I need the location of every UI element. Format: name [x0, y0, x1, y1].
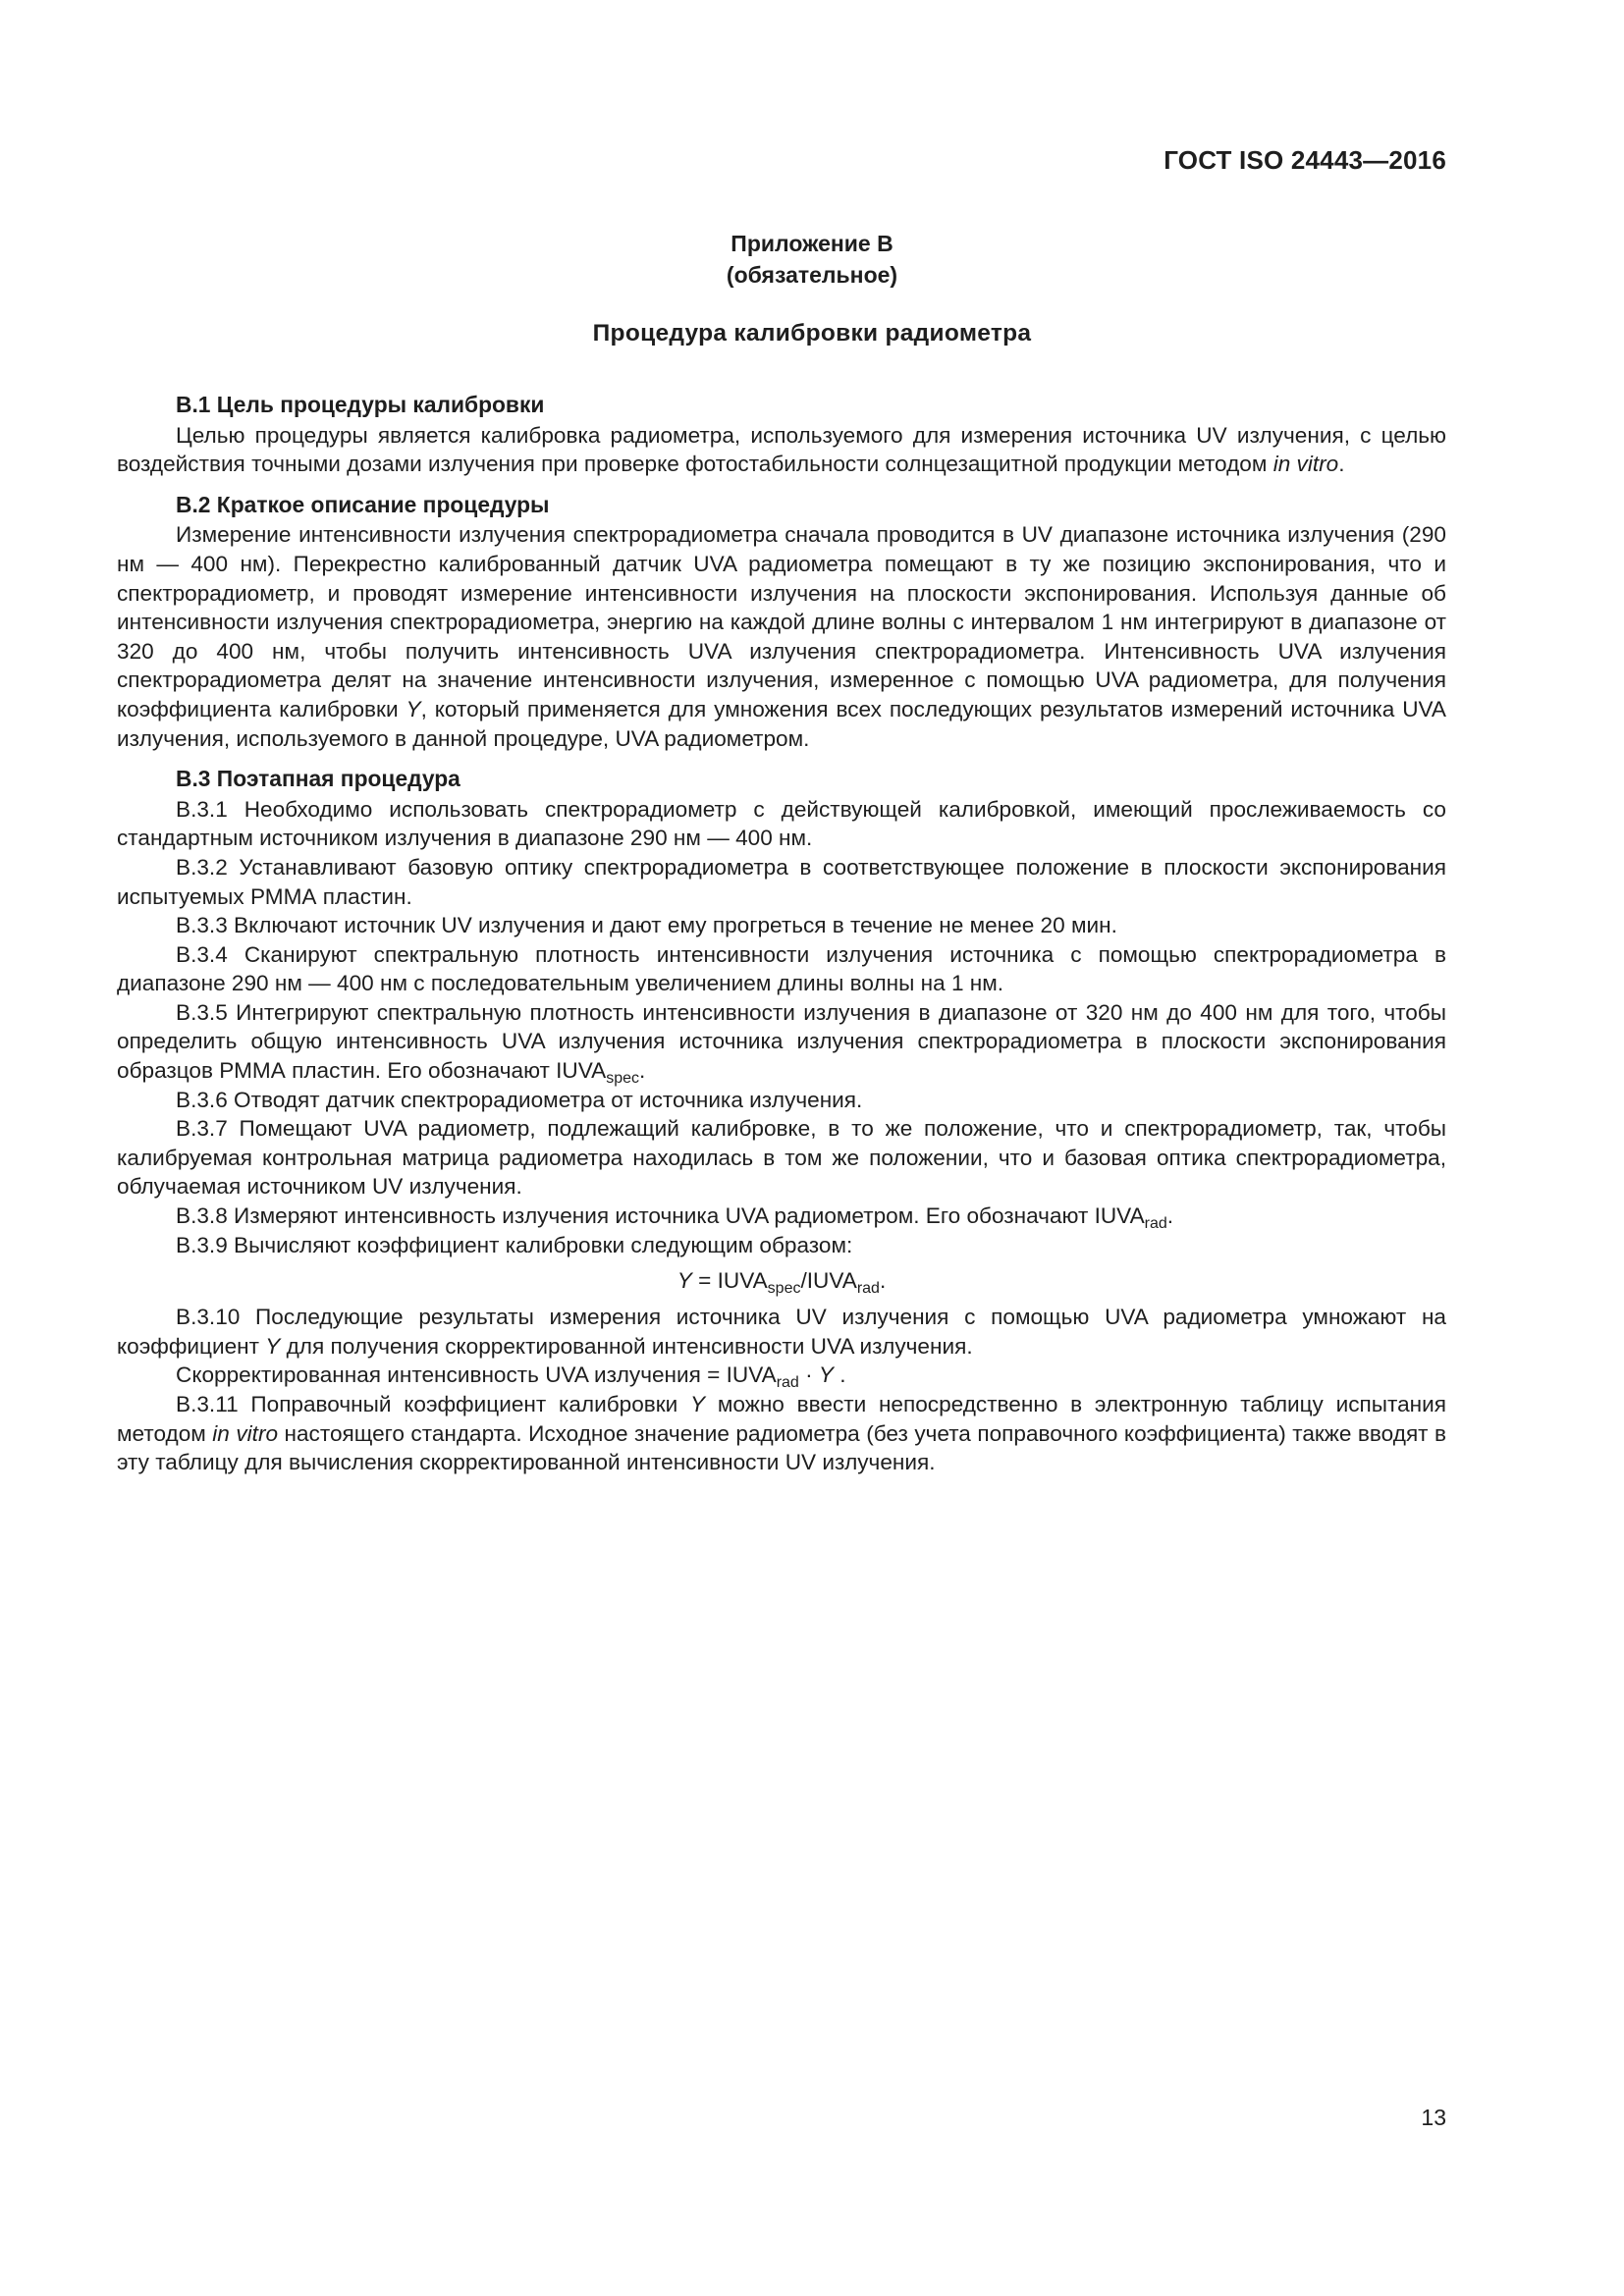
appendix-status: (обязательное) [726, 262, 898, 288]
step-b3-5: В.3.5 Интегрируют спектральную плотность интенсивности излучения в диапазоне от 320 нм до 400 нм для того, чтобы определить общую интенсивность UVA излучения источника излучения спектрорадиометра в плоскости экспонирования образцов РММА пластин. Его обозначают $IUVA_{spec}$. [117, 999, 1446, 1088]
section-b1-paragraph: Целью процедуры является калибровка радиометра, используемого для измерения источника UV излучения, с целью воздействия точными дозами излучения при проверке фотостабильности солнцезащитной продукции методом in vitro. [117, 422, 1446, 477]
step-b3-9: В.3.9 Вычисляют коэффициент калибровки следующим образом: [176, 1232, 853, 1257]
step-b3-6: В.3.6 Отводят датчик спектрорадиометра от источника излучения. [176, 1087, 863, 1112]
step-b3-1: В.3.1 Необходимо использовать спектрорадиометр с действующей калибровкой, имеющий прослеживаемость со стандартным источником излучения в диапазоне 290 нм — 400 нм. [117, 796, 1446, 851]
document-body [117, 391, 1446, 1477]
section-b1-heading: В.1 Цель процедуры калибровки [176, 392, 545, 417]
step-b3-8: В.3.8 Измеряют интенсивность излучения источника UVA радиометром. Его обозначают $IUVA_{rad}$. [176, 1203, 1174, 1233]
corrected-intensity-formula: Скорректированная интенсивность UVA излучения = $IUVA_{rad} \cdot Y$ . [176, 1362, 846, 1392]
step-b3-10: В.3.10 Последующие результаты измерения источника UV излучения с помощью UVA радиометра умножают на коэффициент Y для получения скорректированной интенсивности UVA излучения. [117, 1305, 1446, 1359]
calibration-formula: $Y = IUVA_{spec}/IUVA_{rad}$. [677, 1268, 887, 1298]
step-b3-3: В.3.3 Включают источник UV излучения и дают ему прогреться в течение не менее 20 мин. [176, 913, 1117, 938]
section-b2-heading: В.2 Краткое описание процедуры [176, 491, 550, 517]
document-code: ГОСТ ISO 24443—2016 [1164, 145, 1446, 175]
appendix-header [0, 228, 1624, 291]
section-b3-heading: В.3 Поэтапная процедура [176, 766, 460, 792]
section-b2-paragraph: Измерение интенсивности излучения спектрорадиометра сначала проводится в UV диапазоне источника излучения (290 нм — 400 нм). Перекрестно калиброванный датчик UVA радиометра помещают в ту же позицию экспонирования, что и спектрорадиометр, и проводят измерение интенсивности излучения на плоскости экспонирования. Используя данные об интенсивности излучения спектрорадиометра, энергию на каждой длине волны с интервалом 1 нм интегрируют в диапазоне от 320 до 400 нм, чтобы получить интенсивность UVA излучения спектрорадиометра. Интенсивность UVA излучения спектрорадиометра делят на значение интенсивности излучения, измеренное с помощью UVA радиометра, для получения коэффициента калибровки Y, который применяется для умножения всех последующих результатов измерений источника UVA излучения, используемого в данной процедуре, UVA радиометром. [117, 522, 1446, 751]
page-number: 13 [1421, 2105, 1446, 2130]
procedure-title: Процедура калибровки радиометра [592, 320, 1032, 347]
appendix-title: Приложение В [731, 231, 893, 256]
step-b3-4: В.3.4 Сканируют спектральную плотность интенсивности излучения источника с помощью спектрорадиометра в диапазоне 290 нм — 400 нм с последовательным увеличением длины волны на 1 нм. [117, 941, 1446, 996]
step-b3-7: В.3.7 Помещают UVA радиометр, подлежащий калибровке, в то же положение, что и спектрорадиометр, так, чтобы калибруемая контрольная матрица радиометра находилась в том же положении, что и базовая оптика спектрорадиометра, облучаемая источником UV излучения. [117, 1116, 1446, 1200]
step-b3-2: В.3.2 Устанавливают базовую оптику спектрорадиометра в соответствующее положение в плоскости экспонирования испытуемых РММА пластин. [117, 854, 1446, 909]
step-b3-11: В.3.11 Поправочный коэффициент калибровки Y можно ввести непосредственно в электронную таблицу испытания методом in vitro настоящего стандарта. Исходное значение радиометра (без учета поправочного коэффициента) также вводят в эту таблицу для вычисления скорректированной интенсивности UV излучения. [117, 1392, 1447, 1475]
